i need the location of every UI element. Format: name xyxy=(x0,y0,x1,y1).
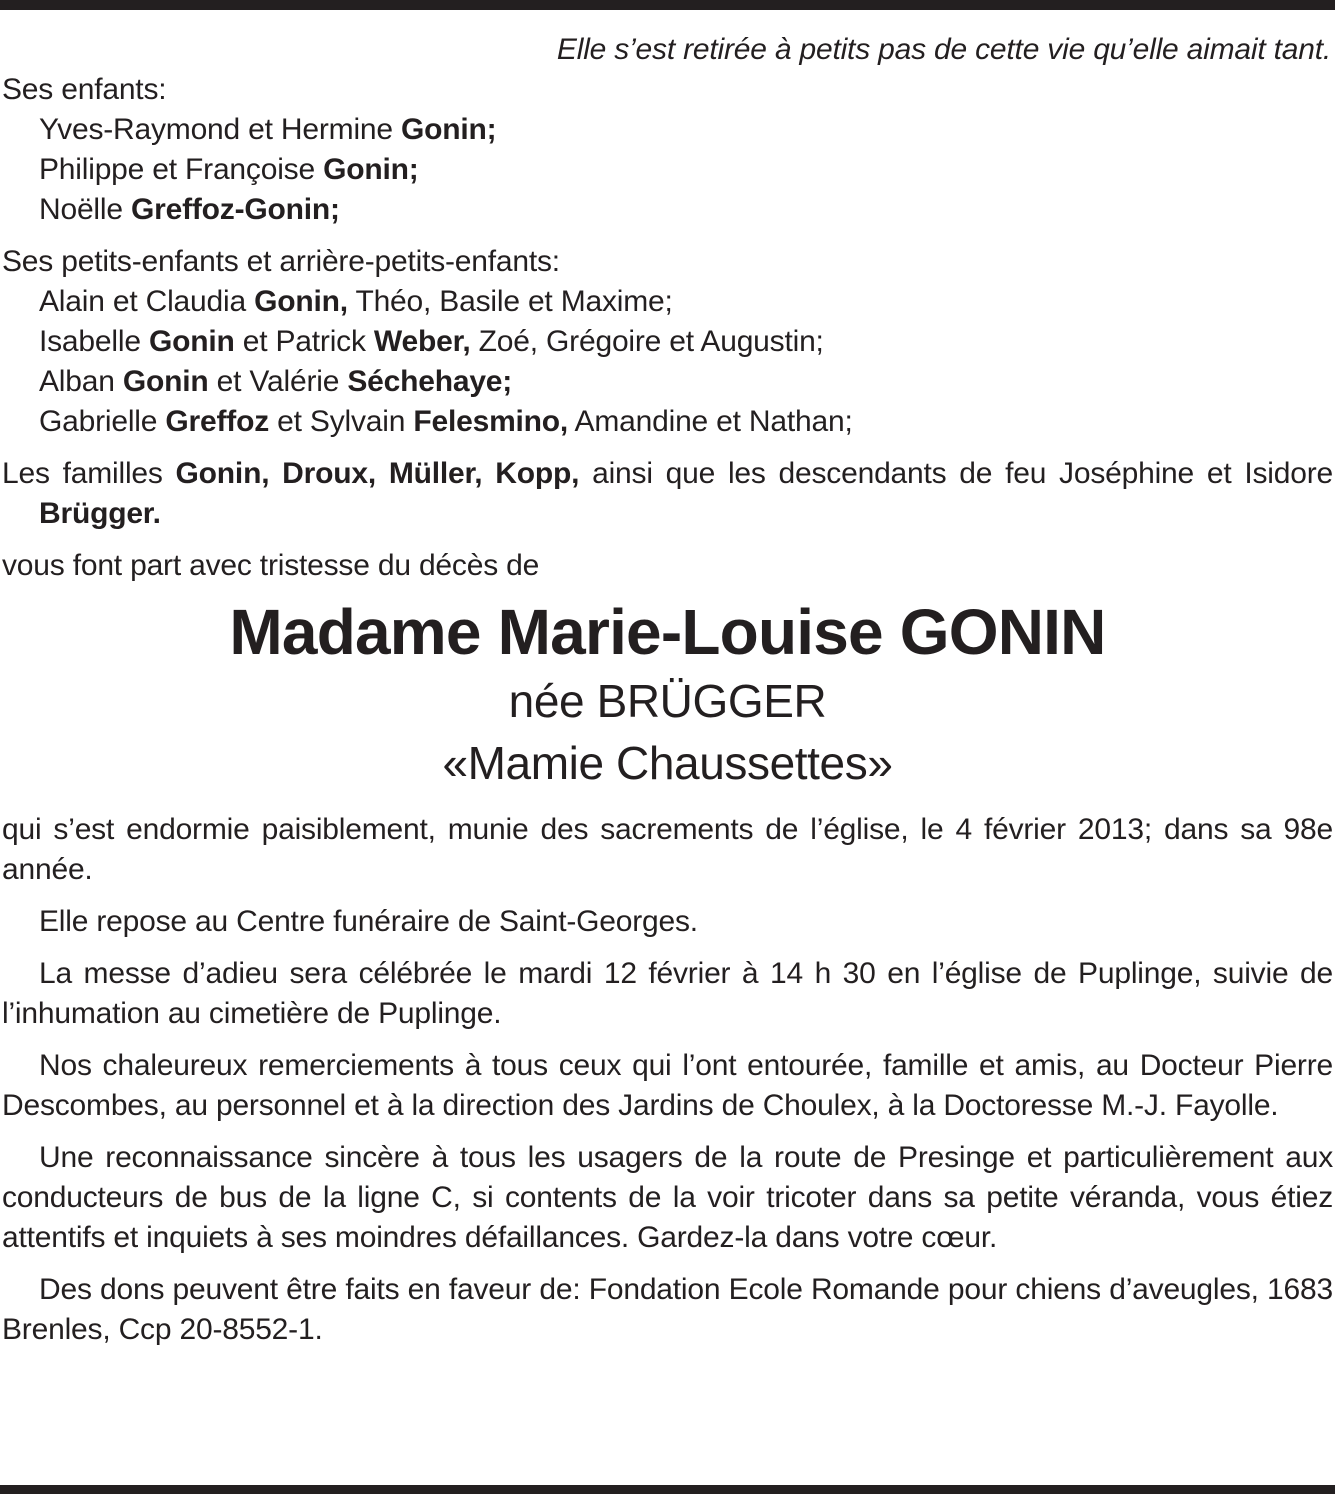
child-surname: Greffoz-Gonin; xyxy=(130,193,340,226)
bottom-border xyxy=(0,1485,1335,1494)
text: Gabrielle xyxy=(39,405,166,438)
text: Amandine et Nathan; xyxy=(568,405,853,438)
death-paragraph: qui s’est endormie paisiblement, munie des sacrements de l’église, le 4 février 2013; dans sa 98e année. xyxy=(2,813,1333,886)
deceased-block xyxy=(2,594,1333,794)
maiden-name: née BRÜGGER xyxy=(508,675,827,727)
deceased-name: Madame Marie-Louise GONIN xyxy=(229,596,1106,668)
grandchildren-title: Ses petits-enfants et arrière-petits-enfants: xyxy=(2,245,560,278)
text: et Valérie xyxy=(208,365,348,398)
epigraph: Elle s’est retirée à petits pas de cette vie qu’elle aimait tant. xyxy=(556,33,1331,66)
child-line xyxy=(2,190,1333,230)
families-line xyxy=(2,454,1333,534)
text: Les familles xyxy=(2,457,176,490)
text: et Sylvain xyxy=(269,405,414,438)
surname: Gonin xyxy=(122,365,209,398)
text: Alain et Claudia xyxy=(39,285,255,318)
text: Isabelle xyxy=(39,325,149,358)
obituary-notice xyxy=(2,30,1333,1362)
text: Alban xyxy=(39,365,123,398)
family-names: Brügger. xyxy=(39,497,161,530)
child-names: Philippe et Françoise xyxy=(39,153,324,186)
nickname: «Mamie Chaussettes» xyxy=(442,737,893,789)
child-line xyxy=(2,110,1333,150)
mass-paragraph: La messe d’adieu sera célébrée le mardi 12 février à 14 h 30 en l’église de Puplinge, suivie de l’inhumation au cimetière de Puplinge. xyxy=(2,957,1333,1030)
text: Théo, Basile et Maxime; xyxy=(347,285,673,318)
spacer xyxy=(2,534,1333,546)
donations-paragraph: Des dons peuvent être faits en faveur de: Fondation Ecole Romande pour chiens d’aveugles, 1683 Brenles, Ccp 20-8552-1. xyxy=(2,1273,1333,1346)
text: et Patrick xyxy=(234,325,374,358)
surname: Weber, xyxy=(373,325,471,358)
child-surname: Gonin; xyxy=(401,113,497,146)
thanks-paragraph: Nos chaleureux remerciements à tous ceux qui l’ont entourée, famille et amis, au Docteur Pierre Descombes, au personnel et à la direction des Jardins de Choulex, à la Doctoresse M.-J. Fayolle. xyxy=(2,1049,1333,1122)
top-border xyxy=(0,0,1335,10)
text: ainsi que les descendants de feu Joséphine et Isidore xyxy=(579,457,1333,490)
repose-paragraph: Elle repose au Centre funéraire de Saint-Georges. xyxy=(39,905,698,938)
surname: Gonin xyxy=(148,325,235,358)
text: Zoé, Grégoire et Augustin; xyxy=(470,325,824,358)
grandchild-line xyxy=(2,362,1333,402)
spacer xyxy=(2,230,1333,242)
grandchild-line xyxy=(2,282,1333,322)
child-surname: Gonin; xyxy=(323,153,419,186)
gratitude-paragraph: Une reconnaissance sincère à tous les usagers de la route de Presinge et particulièrement aux conducteurs de bus de la ligne C, si contents de la voir tricoter dans sa petite véranda, vous étiez attentifs et inquiets à ses moindres défaillances. Gardez-la dans votre cœur. xyxy=(2,1141,1333,1254)
surname: Gonin, xyxy=(254,285,348,318)
surname: Séchehaye; xyxy=(347,365,513,398)
spacer xyxy=(2,442,1333,454)
children-title: Ses enfants: xyxy=(2,73,167,106)
child-line xyxy=(2,150,1333,190)
grandchild-line xyxy=(2,322,1333,362)
surname: Felesmino, xyxy=(413,405,569,438)
child-names: Noëlle xyxy=(39,193,131,226)
child-names: Yves-Raymond et Hermine xyxy=(39,113,402,146)
announcement: vous font part avec tristesse du décès de xyxy=(2,549,540,582)
grandchild-line xyxy=(2,402,1333,442)
surname: Greffoz xyxy=(165,405,270,438)
family-names: Gonin, Droux, Müller, Kopp, xyxy=(175,457,580,490)
